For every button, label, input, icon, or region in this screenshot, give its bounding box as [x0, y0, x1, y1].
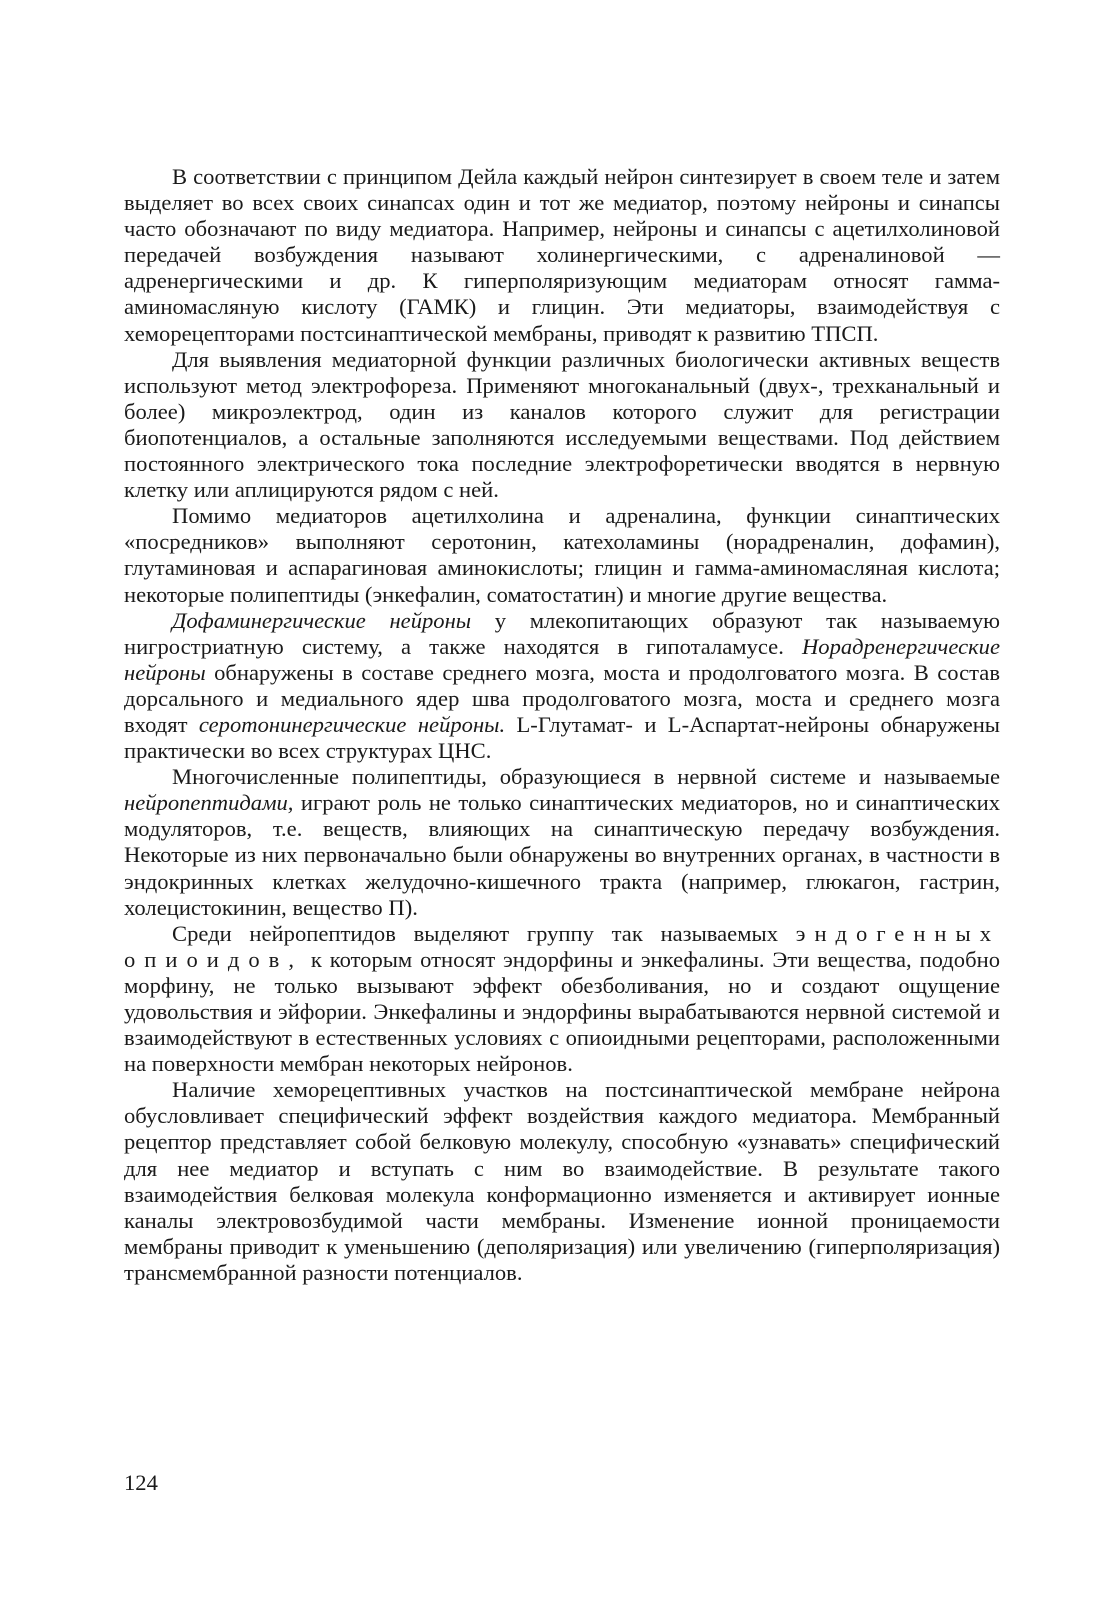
paragraph-neuropeptides: Многочисленные полипептиды, образующиеся в нервной системе и называемые нейропептидами, играют роль не только синаптических медиаторов, но и синаптических модуляторов, т.е. веществ, влияющих на синаптическую передачу возбуждения. Некоторые из них первоначально были обнаружены во внутренних органах, в частности в эндокринных клетках желудочно-кишечного тракта (например, глюкагон, гастрин, холецистокинин, вещество П). — [124, 764, 1000, 920]
page-number: 124 — [124, 1470, 158, 1495]
term-noradrenergic: Норадренергические нейроны — [124, 633, 1000, 685]
paragraph-neuron-types: Дофаминергические нейроны у млекопитающих образуют так называемую нигростриатную систему, а также находятся в гипоталамусе. Норадренергические нейроны обнаружены в составе среднего мозга, моста и продолговатого мозга. В состав дорсального и медиального ядер шва продолговатого мозга, моста и среднего мозга входят серотонинергические нейроны. L-Глутамат- и L-Аспартат-нейроны обнаружены практически во всех структурах ЦНС. — [124, 607, 1000, 764]
page-body — [124, 164, 1000, 1286]
paragraph-electrophoresis: Для выявления медиаторной функции различных биологически активных веществ используют метод электрофореза. Применяют многоканальный (двух-, трехканальный и более) микроэлектрод, один из каналов которого служит для регистрации биопотенциалов, а остальные заполняются исследуемыми веществами. Под действием постоянного электрического тока последние электрофоретически вводятся в нервную клетку или аплицируются рядом с ней. — [124, 346, 1000, 503]
term-dopaminergic: Дофаминергические нейроны — [172, 607, 472, 633]
paragraph-membrane-receptor: Наличие хеморецептивных участков на постсинаптической мембране нейрона обусловливает специфический эффект воздействия каждого медиатора. Мембранный рецептор представляет собой белковую молекулу, способную «узнавать» специфический для нее медиатор и вступать с ним во взаимодействие. В результате такого взаимодействия белковая молекула конформационно изменяется и активирует ионные каналы электровозбудимой части мембраны. Изменение ионной проницаемости мембраны приводит к уменьшению (деполяризация) или увеличению (гиперполяризация) трансмембранной разности потенциалов. — [124, 1077, 1000, 1285]
paragraph-mediators-list: Помимо медиаторов ацетилхолина и адреналина, функции синаптических «посредников» выполняют серотонин, катехоламины (норадреналин, дофамин), глутаминовая и аспарагиновая аминокислоты; глицин и гамма-аминомасляная кислота; некоторые полипептиды (энкефалин, соматостатин) и многие другие вещества. — [124, 503, 1000, 607]
paragraph-opioids: Среди нейропептидов выделяют группу так называемых эндогенных опиоидов, к которым относят эндорфины и энкефалины. Эти вещества, подобно морфину, не только вызывают эффект обезболивания, но и создают ощущение удовольствия и эйфории. Энкефалины и эндорфины вырабатываются нервной системой и взаимодействуют в естественных условиях с опиоидными рецепторами, расположенными на поверхности мембран некоторых нейронов. — [124, 920, 1000, 1077]
term-serotoninergic: серотонинергические нейроны. — [198, 711, 506, 737]
paragraph-dale-principle: В соответствии с принципом Дейла каждый нейрон синтезирует в своем теле и затем выделяет во всех своих синапсах один и тот же медиатор, поэтому нейроны и синапсы часто обозначают по виду медиатора. Например, нейроны и синапсы с ацетилхолиновой передачей возбуждения называют холинергическими, с адреналиновой — адренергическими и др. К гиперполяризующим медиаторам относят гамма-аминомасляную кислоту (ГАМК) и глицин. Эти медиаторы, взаимодействуя с хеморецепторами постсинаптической мембраны, приводят к развитию ТПСП. — [124, 164, 1000, 346]
term-neuropeptides: нейропептидами, — [124, 790, 294, 816]
term-endogenous-opioids: эндогенных опиоидов, — [124, 920, 1000, 972]
